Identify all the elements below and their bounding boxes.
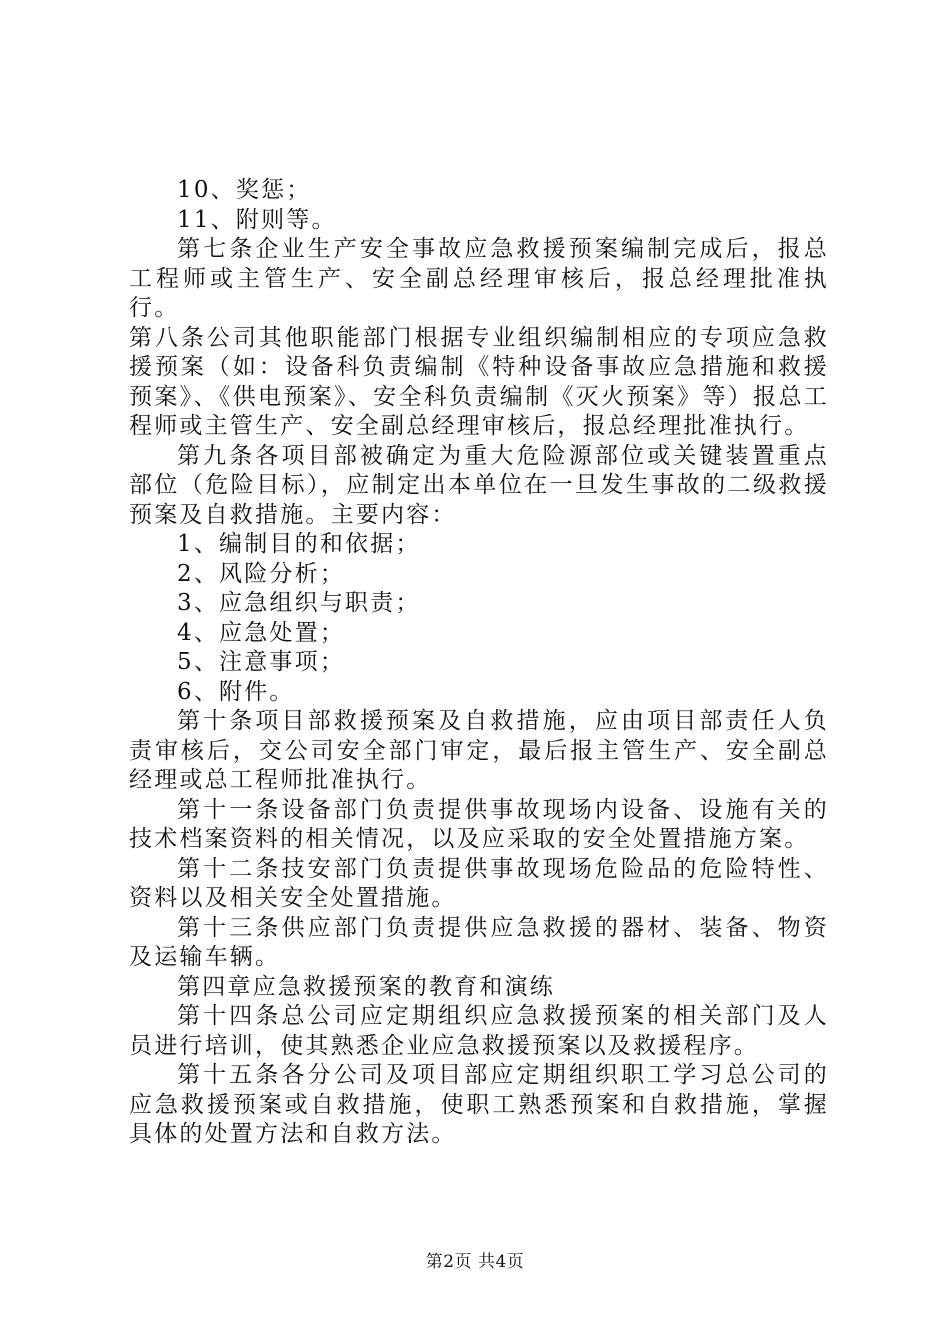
page-footer (0, 1247, 950, 1272)
paragraph-article-11: 第十一条设备部门负责提供事故现场内设备、设施有关的技术档案资料的相关情况，以及应采取的安全处置措施方案。 (129, 796, 829, 852)
paragraph-article-10: 第十条项目部救援预案及自救措施，应由项目部责任人负责审核后，交公司安全部门审定，最后报主管生产、安全副总经理或总工程师批准执行。 (129, 708, 829, 793)
paragraph-item-10: 10、奖惩； (177, 177, 312, 203)
paragraph-list-item-6: 6、附件。 (177, 678, 295, 705)
paragraph-article-8: 第八条公司其他职能部门根据专业组织编制相应的专项应急救援预案（如：设备科负责编制《特种设备事故应急措施和救援预案》、《供电预案》、安全科负责编制《灭火预案》等）报总工程师或主管生产、安全副总经理审核后，报总经理批准执行。 (129, 324, 829, 439)
paragraph-article-13: 第十三条供应部门负责提供应急救援的器材、装备、物资及运输车辆。 (129, 914, 829, 970)
paragraph-list-item-2: 2、风险分析； (177, 560, 346, 587)
document-body (129, 176, 829, 1150)
paragraph-list-item-1: 1、编制目的和依据； (177, 531, 421, 557)
paragraph-article-14: 第十四条总公司应定期组织应急救援预案的相关部门及人员进行培训，使其熟悉企业应急救援预案以及救援程序。 (129, 1003, 829, 1059)
chapter-4-heading: 第四章应急救援预案的教育和演练 (177, 973, 555, 1000)
paragraph-list-item-4: 4、应急处置； (177, 619, 346, 646)
paragraph-article-9: 第九条各项目部被确定为重大危险源部位或关键装置重点部位（危险目标），应制定出本单位在一旦发生事故的二级救援预案及自救措施。主要内容： (129, 442, 829, 528)
paragraph-item-11: 11、附则等。 (177, 206, 337, 233)
paragraph-article-15: 第十五条各分公司及项目部应定期组织职工学习总公司的应急救援预案或自救措施，使职工熟悉预案和自救措施，掌握具体的处置方法和自救方法。 (129, 1062, 829, 1147)
paragraph-list-item-5: 5、注意事项； (177, 649, 346, 675)
page-number-label: 第2页 共4页 (425, 1252, 525, 1272)
paragraph-article-7: 第七条企业生产安全事故应急救援预案编制完成后，报总工程师或主管生产、安全副总经理审核后，报总经理批准执行。 (129, 236, 829, 321)
paragraph-article-12: 第十二条技安部门负责提供事故现场危险品的危险特性、资料以及相关安全处置措施。 (129, 855, 829, 911)
paragraph-list-item-3: 3、应急组织与职责； (177, 590, 421, 616)
